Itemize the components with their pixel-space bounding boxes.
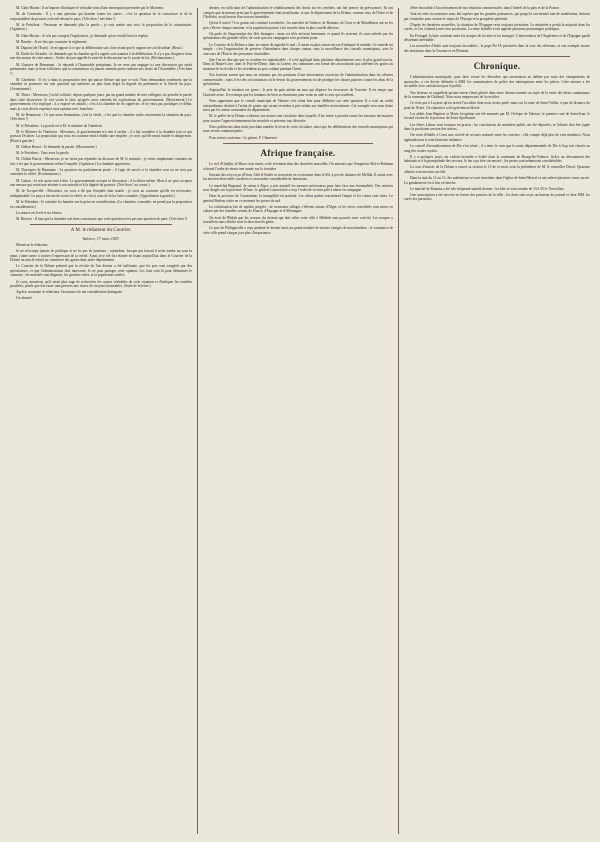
paragraph: Le Courrier de la Drôme a donc eu raison de signaler le mal ; il aurait eu plus raison encore d'indiquer le remède. Ce remède est simple : c'est l'organisation de greniers d'abondance dans chaque canton, sous la surveillance des conseils municipaux, avec le concours de l'État et des personnes charitables. xyxy=(203,42,393,56)
paragraph: M. de Cormenin : Il y a une question qui domine toutes les autres ; c'est la question de la conscience et de la responsabilité du pouvoir exécutif devant le pays. (Très bien ! très bien !) xyxy=(10,12,192,21)
letter-dateline: Valence, 17 mars 1847. xyxy=(82,236,120,242)
section-heading-africa: Afrique française. xyxy=(260,148,336,159)
paragraph: Les nouvelles d'Italie sont toujours favorables ; le pape Pie IX persévère dans la voie des réformes, et son exemple trouve des imitateurs dans la Toscane et en Piémont. xyxy=(404,44,590,53)
chronicle-section xyxy=(404,75,590,202)
paragraph: Nos lecteurs se rappellent qu'une erreur s'était glissée dans notre dernier numéro au sujet de la vente des biens communaux de la commune de Chabeuil. Nous nous empressons de la rectifier. xyxy=(404,90,590,100)
paragraph: Dans la nuit du 12 au 13, des malfaiteurs se sont introduits dans l'église de Saint-Marcel et ont enlevé plusieurs vases sacrés. La gendarmerie est à leur recherche. xyxy=(404,176,590,185)
paragraph: Qu'est-il arrivé ? Les grains ont continué à renchérir ; les marchés de Valence, de Romans, de Crest et de Montélimar ont vu les prix s'élever chaque semaine, et la population pauvre s'est trouvée dans la plus cruelle détresse. xyxy=(203,21,393,30)
paragraph: Il y a quelques jours, un violent incendie a éclaté dans la commune de Bourg-lès-Valence. Grâce au dévouement des habitants et à la promptitude des secours, le feu a pu être circonscrit ; les pertes sont néanmoins considérables. xyxy=(404,154,590,164)
paragraph: dernier, en sollicitant de l'administration le rétablissement des droits sur les céréales, ont fait preuve de prévoyance. Ils ont compris que la mesure prise par le gouvernement était insuffisante, et que le département de la Drôme, comme ceux de l'Isère et de l'Ardèche, avait besoin d'un secours immédiat. xyxy=(203,6,393,20)
africa-section xyxy=(203,162,393,235)
paragraph: d'être favorable à l'accroissement de nos relations commerciales, dans l'intérêt de la paix et de la France. xyxy=(410,6,560,10)
paragraph: Nos lecteurs savent que nous ne sommes pas les partisans d'une intervention excessive de l'administration dans les affaires commerciales ; mais il est des circonstances où le devoir du gouvernement est de protéger les classes pauvres contre les abus de la spéculation. xyxy=(203,73,393,87)
paragraph: M. Berryer : Il faut que la chambre soit bien convaincue que cette question n'est pas une question de parti. (Très bien !) xyxy=(16,216,188,221)
paragraph: M. le préfet de la Drôme a adressé aux maires une circulaire dans laquelle il les invite à prendre toutes les mesures nécessaires pour assurer l'approvisionnement des marchés et prévenir tout désordre. xyxy=(203,114,393,123)
paragraph: M. Guizot : Je n'ai qu'un mot à dire. Le gouvernement accepte la discussion ; il la désire même. Mais il ne peut accepter une mesure qui serait une atteinte à son autorité et à la dignité du pouvoir. (Très bien ! au centre.) xyxy=(10,178,192,188)
paragraph: Nous apprenons que le conseil municipal de Valence s'est réuni hier pour délibérer sur cette question. Il a voté un crédit extraordinaire destiné à l'achat de grains qui seront revendus à prix réduit aux familles nécessiteuses. Cet exemple sera sans doute suivi par les autres communes du département. xyxy=(203,99,393,113)
paragraph: Une souscription a été ouverte en faveur des pauvres de la ville ; les dons sont reçus au bureau du journal et chez MM. les curés des paroisses. xyxy=(404,192,590,202)
paragraph: Je crois, monsieur, qu'il serait plus sage de rechercher les causes véritables de cette situation et d'indiquer les remèdes possibles, plutôt que d'accuser sans preuves une classe de citoyens honorables. (Suite de la lettre.) xyxy=(10,279,192,289)
paragraph: M. Émile de Girardin : Je demande que la chambre qu'il a signée soit soumise à la délibération. Il n'y a pas d'urgence dans une discussion de cette nature ; l'ordre du jour appelle la suite de la discussion sur le projet de loi. (Réclamations.) xyxy=(10,51,192,61)
paragraph: D'après les dernières nouvelles, la situation de l'Espagne reste toujours incertaine. Le ministère a perdu la majorité dans les cortès, et l'on s'attend à une crise prochaine. La reine Isabelle a fait appeler plusieurs personnages politiques. xyxy=(404,22,590,32)
section-heading-chronique: Chronique. xyxy=(473,61,521,72)
paragraph: Aujourd'hui la situation est grave ; le prix du pain atteint un taux qui dépasse les ressources de l'ouvrier. Il est temps que l'autorité avise. Il est temps que les hommes de bien se réunissent pour venir en aide à ceux qui souffrent. xyxy=(203,88,393,97)
paragraph: M. de Beaumont : Ce que nous demandons, c'est la vérité ; c'est que la chambre sache exactement la situation du pays. (Très bien !) xyxy=(10,112,192,122)
grain-article xyxy=(203,6,393,140)
paragraph: On parle de l'importation des blés étrangers ; mais ces blés arrivent lentement, et quand ils arrivent, ils sont achetés par les spéculateurs des grandes villes, de sorte que nos campagnes n'en profitent point. xyxy=(203,31,393,41)
paragraph: Je ne m'occupe jamais de politique et ne lis pas de journaux ; cependant, lorsque par hasard il m'en tombe un sous la main, j'aime assez à trouver l'expression de la vérité. Aussi ai-je été fort étonné en lisant aujourd'hui dans le Courrier de la Drôme un article relatif au commerce des grains dans notre département. xyxy=(10,249,192,263)
paragraph: M. le Président : Je consulte la chambre sur la prise en considération. (La chambre, consultée, ne prend pas la proposition en considération.) xyxy=(10,199,192,209)
paragraph: M. le Ministre de l'Intérieur : Messieurs, le gouvernement n'a rien à cacher ; il a fait connaître à la chambre tout ce qui pouvait l'éclairer. La proposition qui vous est soumise tend à établir une enquête ; je crois qu'elle serait inutile et dangereuse. (Bruit à gauche.) xyxy=(10,129,192,143)
paragraph: M. Glais-Bizoin : Je n'ai pas compris l'explication ; je demande qu'on veuille bien la répéter. xyxy=(16,33,149,38)
paragraph: M. Baudry : Je ne fais que constater le règlement. xyxy=(16,39,88,44)
column-left xyxy=(10,6,192,836)
paragraph: Monsieur le rédacteur, xyxy=(16,242,49,247)
paragraph: Le ciel d'Oudjda, le Maroc tout entier, a été vivement ému des dernières nouvelles. On annonce que l'empereur Abd-er-Rahman a donné l'ordre de réunir une armée sur la frontière. xyxy=(203,162,393,171)
debate-section xyxy=(10,6,192,221)
paragraph: Un abonné. xyxy=(16,296,33,301)
paragraph: M. de Tocqueville : Messieurs, on vous a dit que l'enquête était inutile ; je crois au contraire qu'elle est nécessaire, indispensable. Le pays a besoin de savoir la vérité, et c'est à vous de la lui faire connaître. (Approbation à gauche.) xyxy=(10,189,192,198)
paragraph: Ce n'est pas à Loyasse qu'est arrivé l'accident dont nous avons parlé, mais sur la route de Saint-Vallier, à peu de distance du pont de l'Isère. Un charretier a été grièvement blessé. xyxy=(404,101,590,110)
paragraph: Les abbés Jean-Baptiste et Marie Josephine ont été nommés par M. l'évêque de Valence, le premier curé de Saint-Jean, le second vicaire de la paroisse de Saint-Apollinaire. xyxy=(404,111,590,121)
paragraph: M. le Président : La parole est à M. le ministre de l'intérieur. xyxy=(16,123,103,128)
paragraph: Que l'on ne dise pas que ce système est impraticable ; il a été appliqué dans plusieurs départements avec le plus grand succès. Dans la Haute-Loire, dans le Puy-de-Dôme, dans la Lozère, les communes ont formé des associations qui achètent les grains au moment de la récolte et les revendent au prix coûtant pendant l'hiver. xyxy=(203,57,393,71)
section-divider xyxy=(223,143,373,144)
paragraph: Suivant des avis reçus d'Oran, Abd-el-Kader se trouverait en ce moment dans le Rif, à peu de distance de Melilla. Il aurait avec lui environ deux mille cavaliers et un nombre considérable de fantassins. xyxy=(203,172,393,182)
paragraph: Nous publierons dans notre prochain numéro le texte de cette circulaire, ainsi que les délibérations des conseils municipaux qui nous seront communiquées. xyxy=(203,124,393,134)
column-right xyxy=(404,6,590,836)
paragraph: M. Thiers : Messieurs, j'ai été sollicité, depuis quelques jours, par un grand nombre de mes collègues, de prendre la parole dans cette discussion. Je n'ai voulu le faire qu'après avoir entendu les explications du gouvernement. (Mouvement.) Le gouvernement s'est expliqué ; il a exposé ses motifs ; c'est à la chambre de les apprécier. Je ne veux pas prolonger ce débat, mais je crois devoir exprimer mon opinion avec franchise. xyxy=(10,93,192,111)
column-rule xyxy=(197,8,198,834)
paragraph: En Portugal, la lutte continue entre les troupes de la reine et les insurgés. L'intervention de l'Angleterre et de l'Espagne paraît désormais inévitable. xyxy=(404,33,590,43)
paragraph: La colonisation fait de rapides progrès ; de nouveaux villages s'élèvent autour d'Alger, et les terres concédées sont mises en culture par des familles venues de France, d'Espagne et d'Allemagne. xyxy=(203,204,393,214)
paragraph: M. le Président : Personne ne demande plus la parole ; je vais mettre aux voix la proposition de la commission. (Agitation.) xyxy=(10,22,192,32)
paragraph: Tout en cette circonstance nous fait espérer que les grandes puissances, qui jusqu'ici ont montré tant de modération, finiront par s'entendre pour assurer le repos de l'Europe et la prospérité générale. xyxy=(404,12,590,21)
paragraph: Agréez, monsieur le rédacteur, l'assurance de ma considération distinguée. xyxy=(16,290,123,295)
column-middle xyxy=(203,6,393,836)
paragraph: M. le Président : Vous avez la parole. xyxy=(16,151,70,156)
column-rule xyxy=(398,8,399,834)
paragraph: M. Glais-Bizoin : Il m'importe d'indiquer le véritable sens d'une interruption présentée par le Moniteur. xyxy=(16,6,165,10)
paragraph: M. Lherbette : Il n'y a dans la proposition rien qui puisse blesser qui que ce soit. Nous demandons seulement que la chambre se prononce sur une question qui intéresse au plus haut degré la dignité du parlement et la liberté du pays. (Assentiment.) xyxy=(10,77,192,91)
section-divider xyxy=(424,56,570,57)
paragraph: M. Dupont (de l'Eure) : Je m'oppose à ce que la délibération soit close avant que le rapport ne soit distribué. (Bruit.) xyxy=(16,45,183,50)
paragraph: Pour extrait conforme : Le gérant, F. Chenevier. xyxy=(209,135,278,140)
section-divider xyxy=(30,224,172,225)
paragraph: Le marché de Romans a été très fréquenté samedi dernier ; les blés se sont vendus de 33 à 35 fr. l'hectolitre. xyxy=(410,186,565,191)
paragraph: La séance est levée à six heures. xyxy=(16,210,63,215)
paragraph: L'administration municipale, pour faire cesser les désordres qui survenaient au théâtre par suite des changements de spectacles, a cru devoir défendre à MM. les commissaires de police des interruptions entre les pièces. Cette mesure a été accueillie avec satisfaction par le public. xyxy=(404,75,590,89)
paragraph: M. Duvergier de Hauranne : La question est parfaitement posée ; il s'agit de savoir si la chambre veut ou ne veut pas connaître la vérité. (Exclamations.) xyxy=(10,167,192,177)
paragraph: M. Odilon Barrot : Messieurs, je ne viens pas répondre au discours de M. le ministre ; je viens simplement constater un fait, c'est que le gouvernement refuse l'enquête. (Agitation.) La chambre appréciera. xyxy=(10,157,192,166)
paragraph: On écrit de Blidah que les travaux du chemin qui doit relier cette ville à Médéah sont poussés avec activité. Les troupes y travaillent sans relâche sous la direction du génie. xyxy=(203,215,393,225)
paragraph: Le conseil d'arrondissement de Die s'est réuni ; il a émis le vœu que la route départementale de Die à Gap soit classée au rang des routes royales. xyxy=(404,143,590,153)
paragraph: Les frères Laloue sont toujours en prison ; les conclusions du ministère public ont été déposées, et l'affaire doit être jugée dans la prochaine session des assises. xyxy=(404,122,590,132)
foreign-news xyxy=(404,6,590,53)
paragraph: Le maréchal Bugeaud, de retour à Alger, a pris aussitôt les mesures nécessaires pour faire face aux éventualités. Des renforts sont dirigés sur la province d'Oran ; le général Lamoricière a reçu l'ordre de se tenir prêt à entrer en campagne. xyxy=(203,183,393,193)
paragraph: On vient d'établir à Crest une société de secours mutuels entre les ouvriers ; elle compte déjà plus de cent membres. Nous applaudissons à cette heureuse initiative. xyxy=(404,133,590,142)
paragraph: Le port de Philippeville a reçu pendant le dernier mois un grand nombre de navires chargés de marchandises ; le commerce de cette ville prend chaque jour plus d'importance. xyxy=(203,226,393,235)
paragraph: Le Courrier de la Drôme prétend que la récolte de l'an dernier a été suffisante, que les prix sont exagérés par des spéculateurs, et que l'administration doit intervenir. Je ne puis partager cette opinion. Les faits sont là pour démontrer le contraire ; les marchés sont dégarnis, les greniers vides, et la population souffre. xyxy=(10,264,192,278)
paragraph: M. Odilon Barrot : Je demande la parole. (Mouvement.) xyxy=(16,144,97,149)
letter-heading: A M. le rédacteur du Courrier. xyxy=(70,228,132,234)
paragraph: La cour d'assises de la Drôme a ouvert sa session le 15 de ce mois sous la présidence de M. le conseiller Duval. Quatorze affaires sont inscrites au rôle. xyxy=(404,165,590,174)
paragraph: Dans la province de Constantine, la tranquillité est parfaite. Les tribus paient exactement l'impôt et les routes sont sûres. Le général Bedeau visite en ce moment les postes du sud. xyxy=(203,194,393,203)
letter-section xyxy=(10,243,192,301)
paragraph: M. Gustave de Beaumont : Je réponds à l'honorable préopinant. Je ne veux pas engager ici une discussion qui serait prématurée, mais je tiens à déclarer que la commission n'a jamais entendu porter atteinte aux droits de l'Assemblée. (Très bien !) xyxy=(10,62,192,76)
